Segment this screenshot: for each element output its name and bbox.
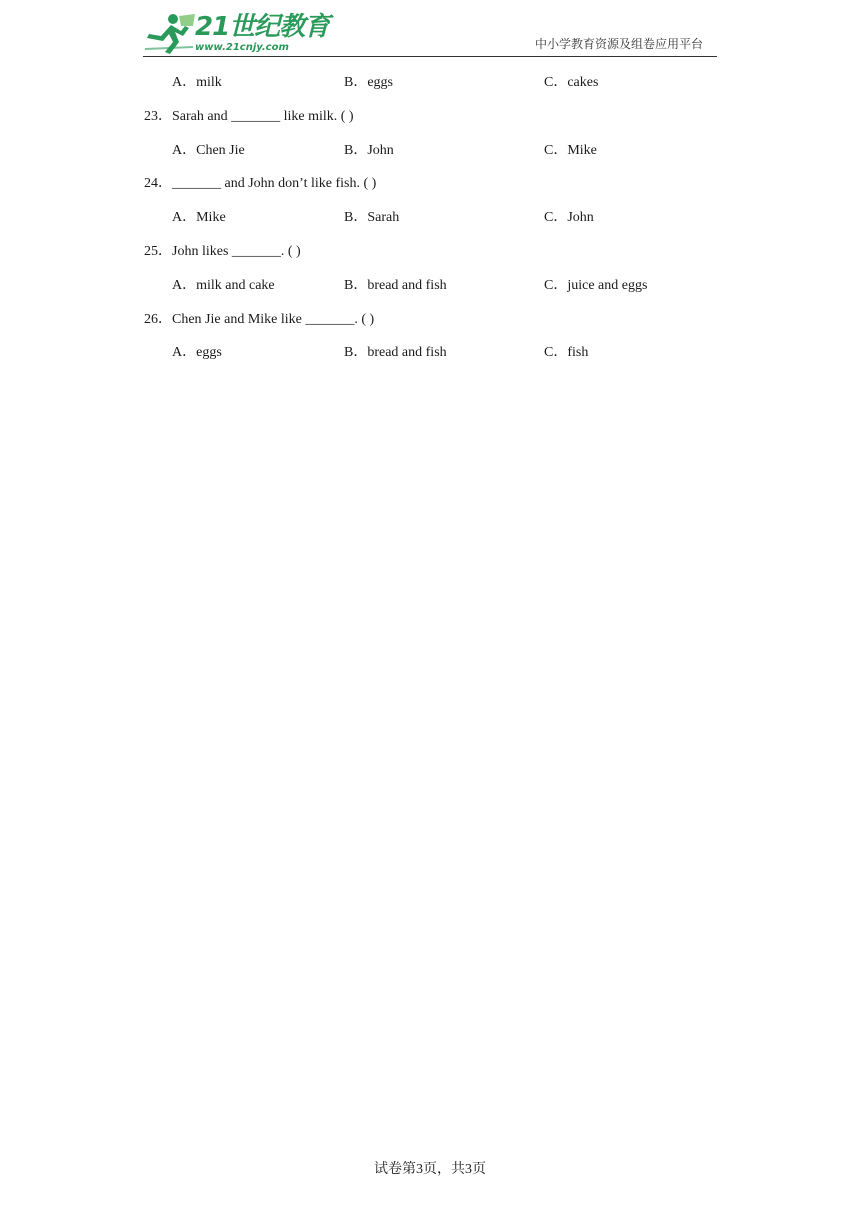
logo-text: 21世纪教育 — [195, 12, 330, 42]
question-content — [143, 68, 723, 372]
option-b: B．bread and fish — [344, 277, 447, 293]
runner-logo-icon — [143, 12, 199, 56]
question-text: 24．_______ and John don’t like fish. ( ) — [144, 176, 377, 192]
option-b: B．eggs — [344, 75, 393, 90]
option-c: C．fish — [544, 345, 589, 361]
option-c: C．Mike — [544, 142, 597, 158]
logo-url: www.21cnjy.com — [195, 42, 289, 53]
option-a: A．eggs — [172, 345, 222, 361]
option-c: C．John — [544, 210, 594, 226]
option-b: B．Sarah — [344, 210, 400, 226]
option-a: A．milk and cake — [172, 277, 275, 293]
page-footer: 试卷第3页，共3页 — [374, 1162, 486, 1177]
answer-options — [143, 136, 723, 170]
platform-name: 中小学教育资源及组卷应用平台 — [534, 37, 703, 51]
option-c: C．cakes — [544, 75, 599, 90]
option-a: A．Mike — [172, 210, 226, 226]
answer-options — [143, 203, 723, 237]
option-a: A．Chen Jie — [172, 142, 245, 158]
answer-options — [143, 68, 723, 102]
question-text: 25．John likes _______. ( ) — [144, 243, 301, 259]
option-a: A．milk — [172, 75, 222, 90]
site-logo — [143, 12, 330, 56]
option-c: C．juice and eggs — [544, 277, 648, 293]
page-header — [143, 10, 717, 57]
answer-options — [143, 338, 723, 372]
question-text: 26．Chen Jie and Mike like _______. ( ) — [144, 311, 375, 327]
option-b: B．John — [344, 142, 394, 158]
question-text: 23．Sarah and _______ like milk. ( ) — [144, 108, 354, 124]
option-b: B．bread and fish — [344, 345, 447, 361]
answer-options — [143, 271, 723, 305]
